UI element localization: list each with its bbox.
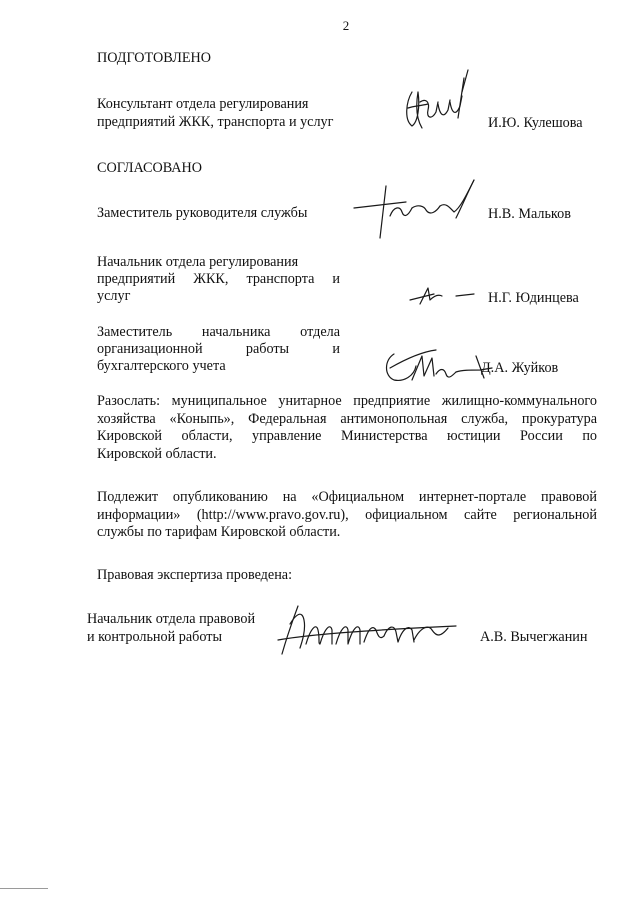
signatory-1-position: Заместитель руководителя службы bbox=[97, 205, 308, 221]
page-number: 2 bbox=[342, 18, 350, 33]
prepared-heading: ПОДГОТОВЛЕНО bbox=[97, 50, 211, 66]
signatory-1-name: Н.В. Мальков bbox=[488, 206, 571, 222]
legal-review-text: Правовая экспертиза проведена: bbox=[97, 567, 293, 583]
prepared-position-line2: предприятий ЖКК, транспорта и услуг bbox=[97, 114, 334, 130]
distribution-line2: хозяйства «Коныпь», Федеральная антимонопольная служба, прокуратура bbox=[97, 410, 597, 427]
agreed-heading: СОГЛАСОВАНО bbox=[97, 160, 203, 176]
page-edge-mark bbox=[0, 888, 48, 889]
signatory-2-name: Н.Г. Юдинцева bbox=[488, 290, 579, 306]
signatory-2-position-line3: услуг bbox=[97, 288, 131, 304]
signatory-3-position-line2: организационной работы и bbox=[97, 341, 340, 357]
yudintseva-signature-image bbox=[408, 284, 478, 308]
signatory-2-position-line1: Начальник отдела регулирования bbox=[97, 254, 299, 270]
signatory-3-position-line3: бухгалтерского учета bbox=[97, 358, 226, 374]
legal-review-name: А.В. Вычегжанин bbox=[480, 629, 588, 645]
publication-block bbox=[97, 489, 597, 542]
legal-review-position-line2: и контрольной работы bbox=[87, 629, 222, 645]
zhuikov-signature-image bbox=[380, 346, 496, 386]
publication-line1: Подлежит опубликованию на «Официальном интернет-портале правовой bbox=[97, 489, 597, 505]
distribution-line3: Кировской области, управление Министерства юстиции России по bbox=[97, 428, 597, 444]
publication-line2: информации» (http://www.pravo.gov.ru), официальном сайте региональной bbox=[97, 506, 597, 523]
publication-line3: службы по тарифам Кировской области. bbox=[97, 524, 341, 540]
signatory-3-position bbox=[97, 324, 340, 375]
vychegzhanin-signature-image bbox=[272, 600, 462, 660]
signatory-3-position-line1: Заместитель начальника отдела bbox=[97, 324, 340, 340]
signatory-2-position-line2: предприятий ЖКК, транспорта и bbox=[97, 271, 340, 287]
signatory-3-name: Д.А. Жуйков bbox=[481, 360, 559, 376]
prepared-position-line1: Консультант отдела регулирования bbox=[97, 96, 309, 112]
malkov-signature-image bbox=[350, 172, 490, 244]
distribution-block bbox=[97, 393, 597, 463]
kuleshova-signature-image bbox=[398, 62, 478, 142]
distribution-line4: Кировской области. bbox=[97, 445, 217, 462]
distribution-line1: Разослать: муниципальное унитарное предприятие жилищно-коммунального bbox=[97, 393, 597, 409]
prepared-name: И.Ю. Кулешова bbox=[488, 115, 583, 131]
legal-review-position-line1: Начальник отдела правовой bbox=[87, 611, 256, 627]
signatory-2-position bbox=[97, 254, 340, 305]
